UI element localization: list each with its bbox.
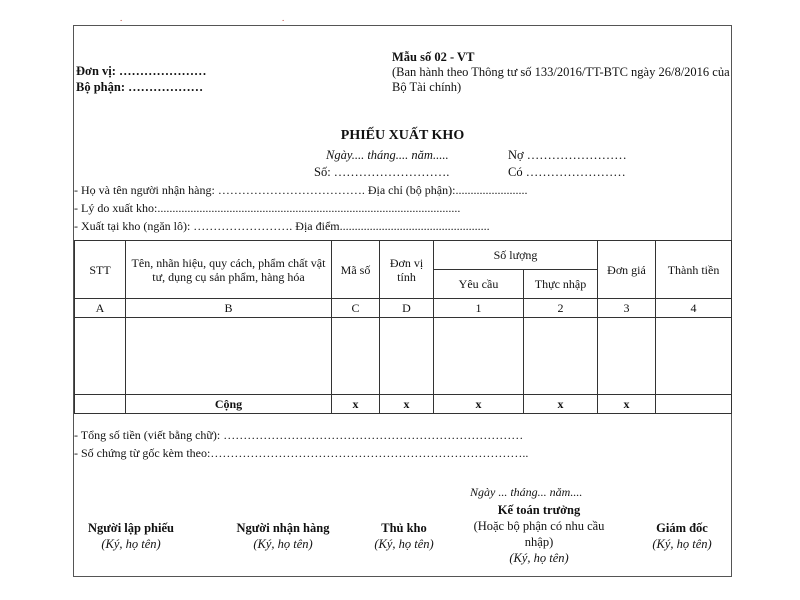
signer-note: (Ký, họ tên) <box>652 537 712 551</box>
body-cell <box>75 318 126 395</box>
signer-note: (Ký, họ tên) <box>253 537 313 551</box>
form-page <box>73 25 732 577</box>
signer-title: Người lập phiếu <box>88 521 174 535</box>
signer-chief-accountant <box>458 502 620 566</box>
signer-title: Kế toán trưởng <box>497 503 581 517</box>
bo-phan-field <box>76 80 203 95</box>
signer-preparer <box>76 520 186 552</box>
signer-receiver <box>222 520 344 552</box>
signer-note: (Ký, họ tên) <box>374 537 434 551</box>
don-vi-field <box>76 64 207 79</box>
table-index-row <box>75 299 732 318</box>
index-cell: 1 <box>434 299 524 318</box>
index-cell: D <box>380 299 434 318</box>
warehouse-field: - Xuất tại kho (ngăn lô): ……………………. Địa điểm.................................................. <box>74 219 490 233</box>
form-number: Số: ………………………. <box>314 165 450 179</box>
col-actual: Thực nhập <box>524 270 598 299</box>
col-unit-price: Đơn giá <box>598 241 656 299</box>
index-cell: 3 <box>598 299 656 318</box>
total-label: Cộng <box>126 395 332 414</box>
body-cell <box>524 318 598 395</box>
signer-title: Giám đốc <box>656 521 708 535</box>
table-body-row <box>75 318 732 395</box>
signer-title: Người nhận hàng <box>236 521 330 535</box>
signer-sub: (Hoặc bộ phận có nhu cầu nhập) <box>473 519 605 549</box>
form-code: Mẫu số 02 - VT <box>392 50 475 64</box>
issuance-note: (Ban hành theo Thông tư số 133/2016/TT-BTC ngày 26/8/2016 của Bộ Tài chính) <box>392 65 730 94</box>
total-mark: x <box>380 395 434 414</box>
body-cell <box>126 318 332 395</box>
signer-director <box>636 520 728 552</box>
form-code-block <box>392 50 732 95</box>
total-mark: x <box>524 395 598 414</box>
total-mark: x <box>598 395 656 414</box>
signer-storekeeper <box>362 520 446 552</box>
body-cell <box>598 318 656 395</box>
total-in-words: - Tổng số tiền (viết bằng chữ): ………………………………………………………………… <box>74 428 524 442</box>
col-quantity: Số lượng <box>434 241 598 270</box>
col-unit: Đơn vị tính <box>380 241 434 299</box>
don-vi-label: Đơn vị: ………………… <box>76 64 207 78</box>
debit-account: Nợ …………………… <box>508 148 627 162</box>
total-mark: x <box>332 395 380 414</box>
receiver-field: - Họ và tên người nhận hàng: ………………………………. Địa chỉ (bộ phận):........................ <box>74 183 528 197</box>
reason-field: - Lý do xuất kho:..................................................................................................... <box>74 201 461 215</box>
col-stt: STT <box>75 241 126 299</box>
items-table <box>74 240 732 414</box>
body-cell <box>380 318 434 395</box>
body-cell <box>434 318 524 395</box>
total-empty-cell <box>75 395 126 414</box>
credit-account: Có …………………… <box>508 165 626 179</box>
col-name: Tên, nhãn hiệu, quy cách, phẩm chất vật tư, dụng cụ sản phẩm, hàng hóa <box>126 241 332 299</box>
index-cell: 4 <box>656 299 732 318</box>
col-amount: Thành tiền <box>656 241 732 299</box>
index-cell: 2 <box>524 299 598 318</box>
col-requested: Yêu cầu <box>434 270 524 299</box>
table-total-row <box>75 395 732 414</box>
body-cell <box>656 318 732 395</box>
bo-phan-label: Bộ phận: ……………… <box>76 80 204 94</box>
total-mark: x <box>434 395 524 414</box>
col-code: Mã số <box>332 241 380 299</box>
form-title: PHIẾU XUẤT KHO <box>340 128 465 143</box>
index-cell: B <box>126 299 332 318</box>
index-cell: A <box>75 299 126 318</box>
signer-note: (Ký, họ tên) <box>509 551 569 565</box>
index-cell: C <box>332 299 380 318</box>
sign-date: Ngày ... tháng... năm.... <box>470 485 583 499</box>
signer-title: Thủ kho <box>381 521 427 535</box>
signer-note: (Ký, họ tên) <box>101 537 161 551</box>
form-date: Ngày.... tháng.... năm..... <box>326 148 449 162</box>
body-cell <box>332 318 380 395</box>
stray-mark: . <box>282 13 285 23</box>
attached-documents: - Số chứng từ gốc kèm theo:…………………………………………………………………….. <box>74 446 529 460</box>
stray-mark: . <box>120 13 123 23</box>
table-header-row <box>75 241 732 270</box>
total-empty-cell <box>656 395 732 414</box>
